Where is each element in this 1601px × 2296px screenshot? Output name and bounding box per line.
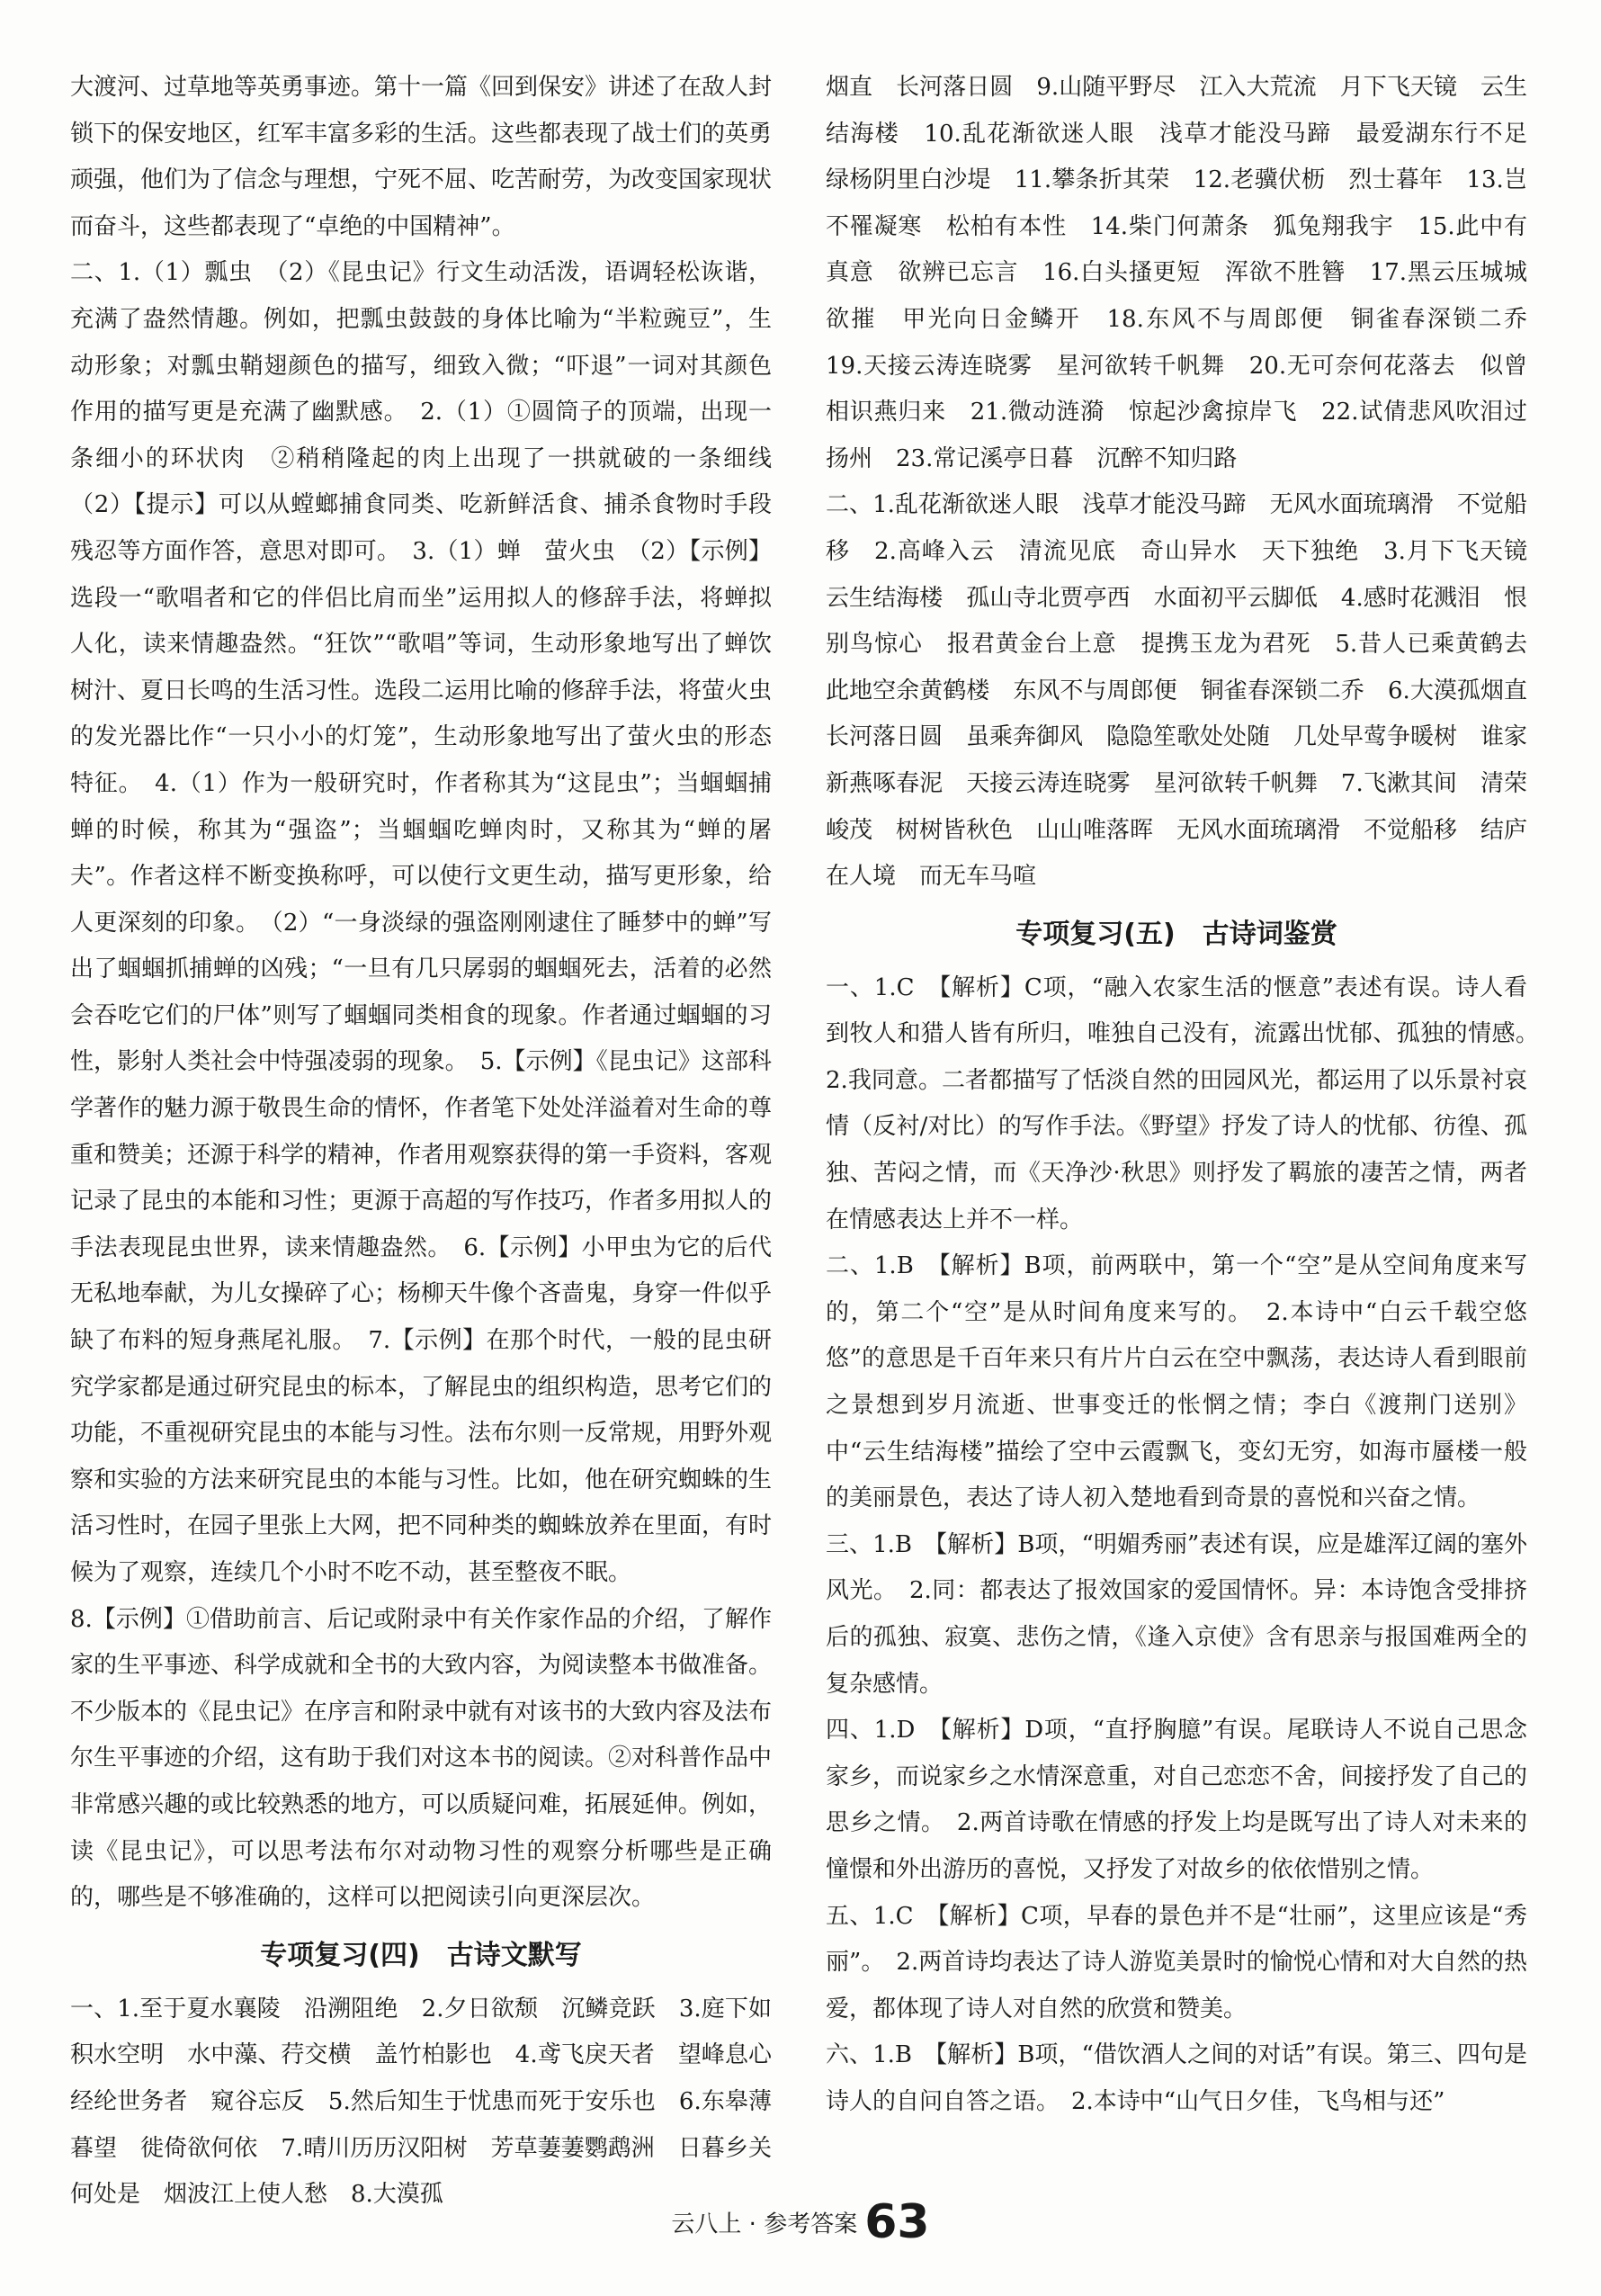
page-number: 63	[864, 2195, 930, 2249]
footer-label: 云八上 · 参考答案	[671, 2211, 858, 2238]
answer-paragraph: 六、1.B 【解析】B项，“借饮酒人之间的对话”有误。第三、四句是诗人的自问自答之语。 2.本诗中“山气日夕佳，飞鸟相与还”	[826, 2041, 1527, 2115]
answer-paragraph: 二、1.B 【解析】B项，前两联中，第一个“空”是从空间角度来写的，第二个“空”是从时间角度来写的。 2.本诗中“白云千载空悠悠”的意思是千百年来只有片片白云在空中飘荡，表达诗人看到眼前之景想到岁月流逝、世事变迁的怅惘之情；李白《渡荆门送别》中“云生结海楼”描绘了空中云霞飘飞，变幻无穷，如海市蜃楼一般的美丽景色，表达了诗人初入楚地看到奇景的喜悦和兴奋之情。	[826, 1252, 1527, 1512]
answer-paragraph: 一、1.至于夏水襄陵 沿溯阻绝 2.夕日欲颓 沉鳞竞跃 3.庭下如积水空明 水中藻、荇交横 盖竹柏影也 4.鸢飞戾天者 望峰息心 经纶世务者 窥谷忘反 5.然后知生于忧患而死于安乐也 6.东皋薄暮望 徙倚欲何依 7.晴川历历汉阳树 芳草萋萋鹦鹉洲 日暮乡关何处是 烟波江上使人愁 8.大漠孤	[70, 1995, 796, 2209]
section-title-4: 专项复习(四) 古诗文默写	[260, 1939, 582, 1971]
answer-paragraph: 一、1.C 【解析】C项，“融入农家生活的惬意”表述有误。诗人看到牧人和猎人皆有所归，唯独自己没有，流露出忧郁、孤独的情感。 2.我同意。二者都描写了恬淡自然的田园风光，都运用了以乐景衬哀情（反衬/对比）的写作手法。《野望》抒发了诗人的忧郁、彷徨、孤独、苦闷之情，而《天净沙·秋思》则抒发了羁旅的凄苦之情，两者在情感表达上并不一样。	[826, 973, 1552, 1233]
section-title-5: 专项复习(五) 古诗词鉴赏	[1015, 918, 1337, 950]
answer-paragraph: 五、1.C 【解析】C项，早春的景色并不是“壮丽”，这里应该是“秀丽”。 2.两首诗均表达了诗人游览美景时的愉悦心情和对大自然的热爱，都体现了诗人对自然的欣赏和赞美。	[826, 1902, 1527, 2022]
answer-paragraph: 大渡河、过草地等英勇事迹。第十一篇《回到保安》讲述了在敌人封锁下的保安地区，红军丰富多彩的生活。这些都表现了战士们的英勇顽强，他们为了信念与理想，宁死不屈、吃苦耐劳，为改变国家现状而奋斗，这些都表现了“卓绝的中国精神”。	[70, 74, 773, 240]
page-footer	[0, 2195, 1601, 2249]
left-column	[70, 65, 796, 2219]
answer-paragraph: 8.【示例】①借助前言、后记或附录中有关作家作品的介绍，了解作家的生平事迹、科学成就和全书的大致内容，为阅读整本书做准备。不少版本的《昆虫记》在序言和附录中就有对该书的大致内容及法布尔生平事迹的介绍，这有助于我们对这本书的阅读。②对科普作品中非常感兴趣的或比较熟悉的地方，可以质疑问难，拓展延伸。例如，读《昆虫记》，可以思考法布尔对动物习性的观察分析哪些是正确的，哪些是不够准确的，这样可以把阅读引向更深层次。	[70, 1605, 773, 1912]
answer-paragraph: 三、1.B 【解析】B项，“明媚秀丽”表述有误，应是雄浑辽阔的塞外风光。 2.同：都表达了报效国家的爱国情怀。异：本诗饱含受排挤后的孤独、寂寞、悲伤之情，《逢入京使》含有思亲与报国难两全的复杂感情。	[826, 1530, 1527, 1698]
answer-paragraph: 二、1.（1）瓢虫 （2）《昆虫记》行文生动活泼，语调轻松诙谐，充满了盎然情趣。例如，把瓢虫鼓鼓的身体比喻为“半粒豌豆”，生动形象；对瓢虫鞘翅颜色的描写，细致入微；“吓退”一词对其颜色作用的描写更是充满了幽默感。 2.（1）①圆筒子的顶端，出现一条细小的环状肉 ②稍稍隆起的肉上出现了一拱就破的一条细线 （2）【提示】可以从螳螂捕食同类、吃新鲜活食、捕杀食物时手段残忍等方面作答，意思对即可。 3.（1）蝉 萤火虫 （2）【示例】选段一“歌唱者和它的伴侣比肩而坐”运用拟人的修辞手法，将蝉拟人化，读来情趣盎然。“狂饮”“歌唱”等词，生动形象地写出了蝉饮树汁、夏日长鸣的生活习性。选段二运用比喻的修辞手法，将萤火虫的发光器比作“一只小小的灯笼”，生动形象地写出了萤火虫的形态特征。 4.（1）作为一般研究时，作者称其为“这昆虫”；当蝈蝈捕蝉的时候，称其为“强盗”；当蝈蝈吃蝉肉时，又称其为“蝉的屠夫”。作者这样不断变换称呼，可以使行文更生动，描写更形象，给人更深刻的印象。 （2）“一身淡绿的强盗刚刚逮住了睡梦中的蝉”写出了蝈蝈抓捕蝉的凶残；“一旦有几只孱弱的蝈蝈死去，活着的必然会吞吃它们的尸体”则写了蝈蝈同类相食的现象。作者通过蝈蝈的习性，影射人类社会中恃强凌弱的现象。 5.【示例】《昆虫记》这部科学著作的魅力源于敬畏生命的情怀，作者笔下处处洋溢着对生命的尊重和赞美；还源于科学的精神，作者用观察获得的第一手资料，客观记录了昆虫的本能和习性；更源于高超的写作技巧，作者多用拟人的手法表现昆虫世界，读来情趣盎然。 6.【示例】小甲虫为它的后代无私地奉献，为儿女操碎了心；杨柳天牛像个吝啬鬼，身穿一件似乎缺了布料的短身燕尾礼服。 7.【示例】在那个时代，一般的昆虫研究学家都是通过研究昆虫的标本，了解昆虫的组织构造，思考它们的功能，不重视研究昆虫的本能与习性。法布尔则一反常规，用野外观察和实验的方法来研究昆虫的本能与习性。比如，他在研究蜘蛛的生活习性时，在园子里张上大网，把不同种类的蜘蛛放养在里面，有时候为了观察，连续几个小时不吃不动，甚至整夜不眠。	[70, 259, 796, 1586]
answer-paragraph: 二、1.乱花渐欲迷人眼 浅草才能没马蹄 无风水面琉璃滑 不觉船移 2.高峰入云 清流见底 奇山异水 天下独绝 3.月下飞天镜 云生结海楼 孤山寺北贾亭西 水面初平云脚低 4.感时花溅泪 恨别鸟惊心 报君黄金台上意 提携玉龙为君死 5.昔人已乘黄鹤去 此地空余黄鹤楼 东风不与周郎便 铜雀春深锁二乔 6.大漠孤烟直 长河落日圆 虽乘奔御风 隐隐笙歌处处随 几处早莺争暖树 谁家新燕啄春泥 天接云涛连晓雾 星河欲转千帆舞 7.飞漱其间 清荣峻茂 树树皆秋色 山山唯落晖 无风水面琉璃滑 不觉船移 结庐在人境 而无车马喧	[826, 491, 1552, 891]
answer-paragraph: 四、1.D 【解析】D项，“直抒胸臆”有误。尾联诗人不说自己思念家乡，而说家乡之水情深意重，对自己恋恋不舍，间接抒发了自己的思乡之情。 2.两首诗歌在情感的抒发上均是既写出了诗人对未来的憧憬和外出游历的喜悦，又抒发了对故乡的依依惜别之情。	[826, 1717, 1528, 1883]
answer-paragraph: 烟直 长河落日圆 9.山随平野尽 江入大荒流 月下飞天镜 云生结海楼 10.乱花渐欲迷人眼 浅草才能没马蹄 最爱湖东行不足 绿杨阴里白沙堤 11.攀条折其荣 12.老骥伏枥 烈士暮年 13.岂不罹凝寒 松柏有本性 14.柴门何萧条 狐兔翔我宇 15.此中有真意 欲辨已忘言 16.白头搔更短 浑欲不胜簪 17.黑云压城城欲摧 甲光向日金鳞开 18.东风不与周郎便 铜雀春深锁二乔 19.天接云涛连晓雾 星河欲转千帆舞 20.无可奈何花落去 似曾相识燕归来 21.微动涟漪 惊起沙禽掠岸飞 22.试倩悲风吹泪过扬州 23.常记溪亭日暮 沉醉不知归路	[826, 74, 1552, 472]
right-column	[826, 65, 1552, 2126]
